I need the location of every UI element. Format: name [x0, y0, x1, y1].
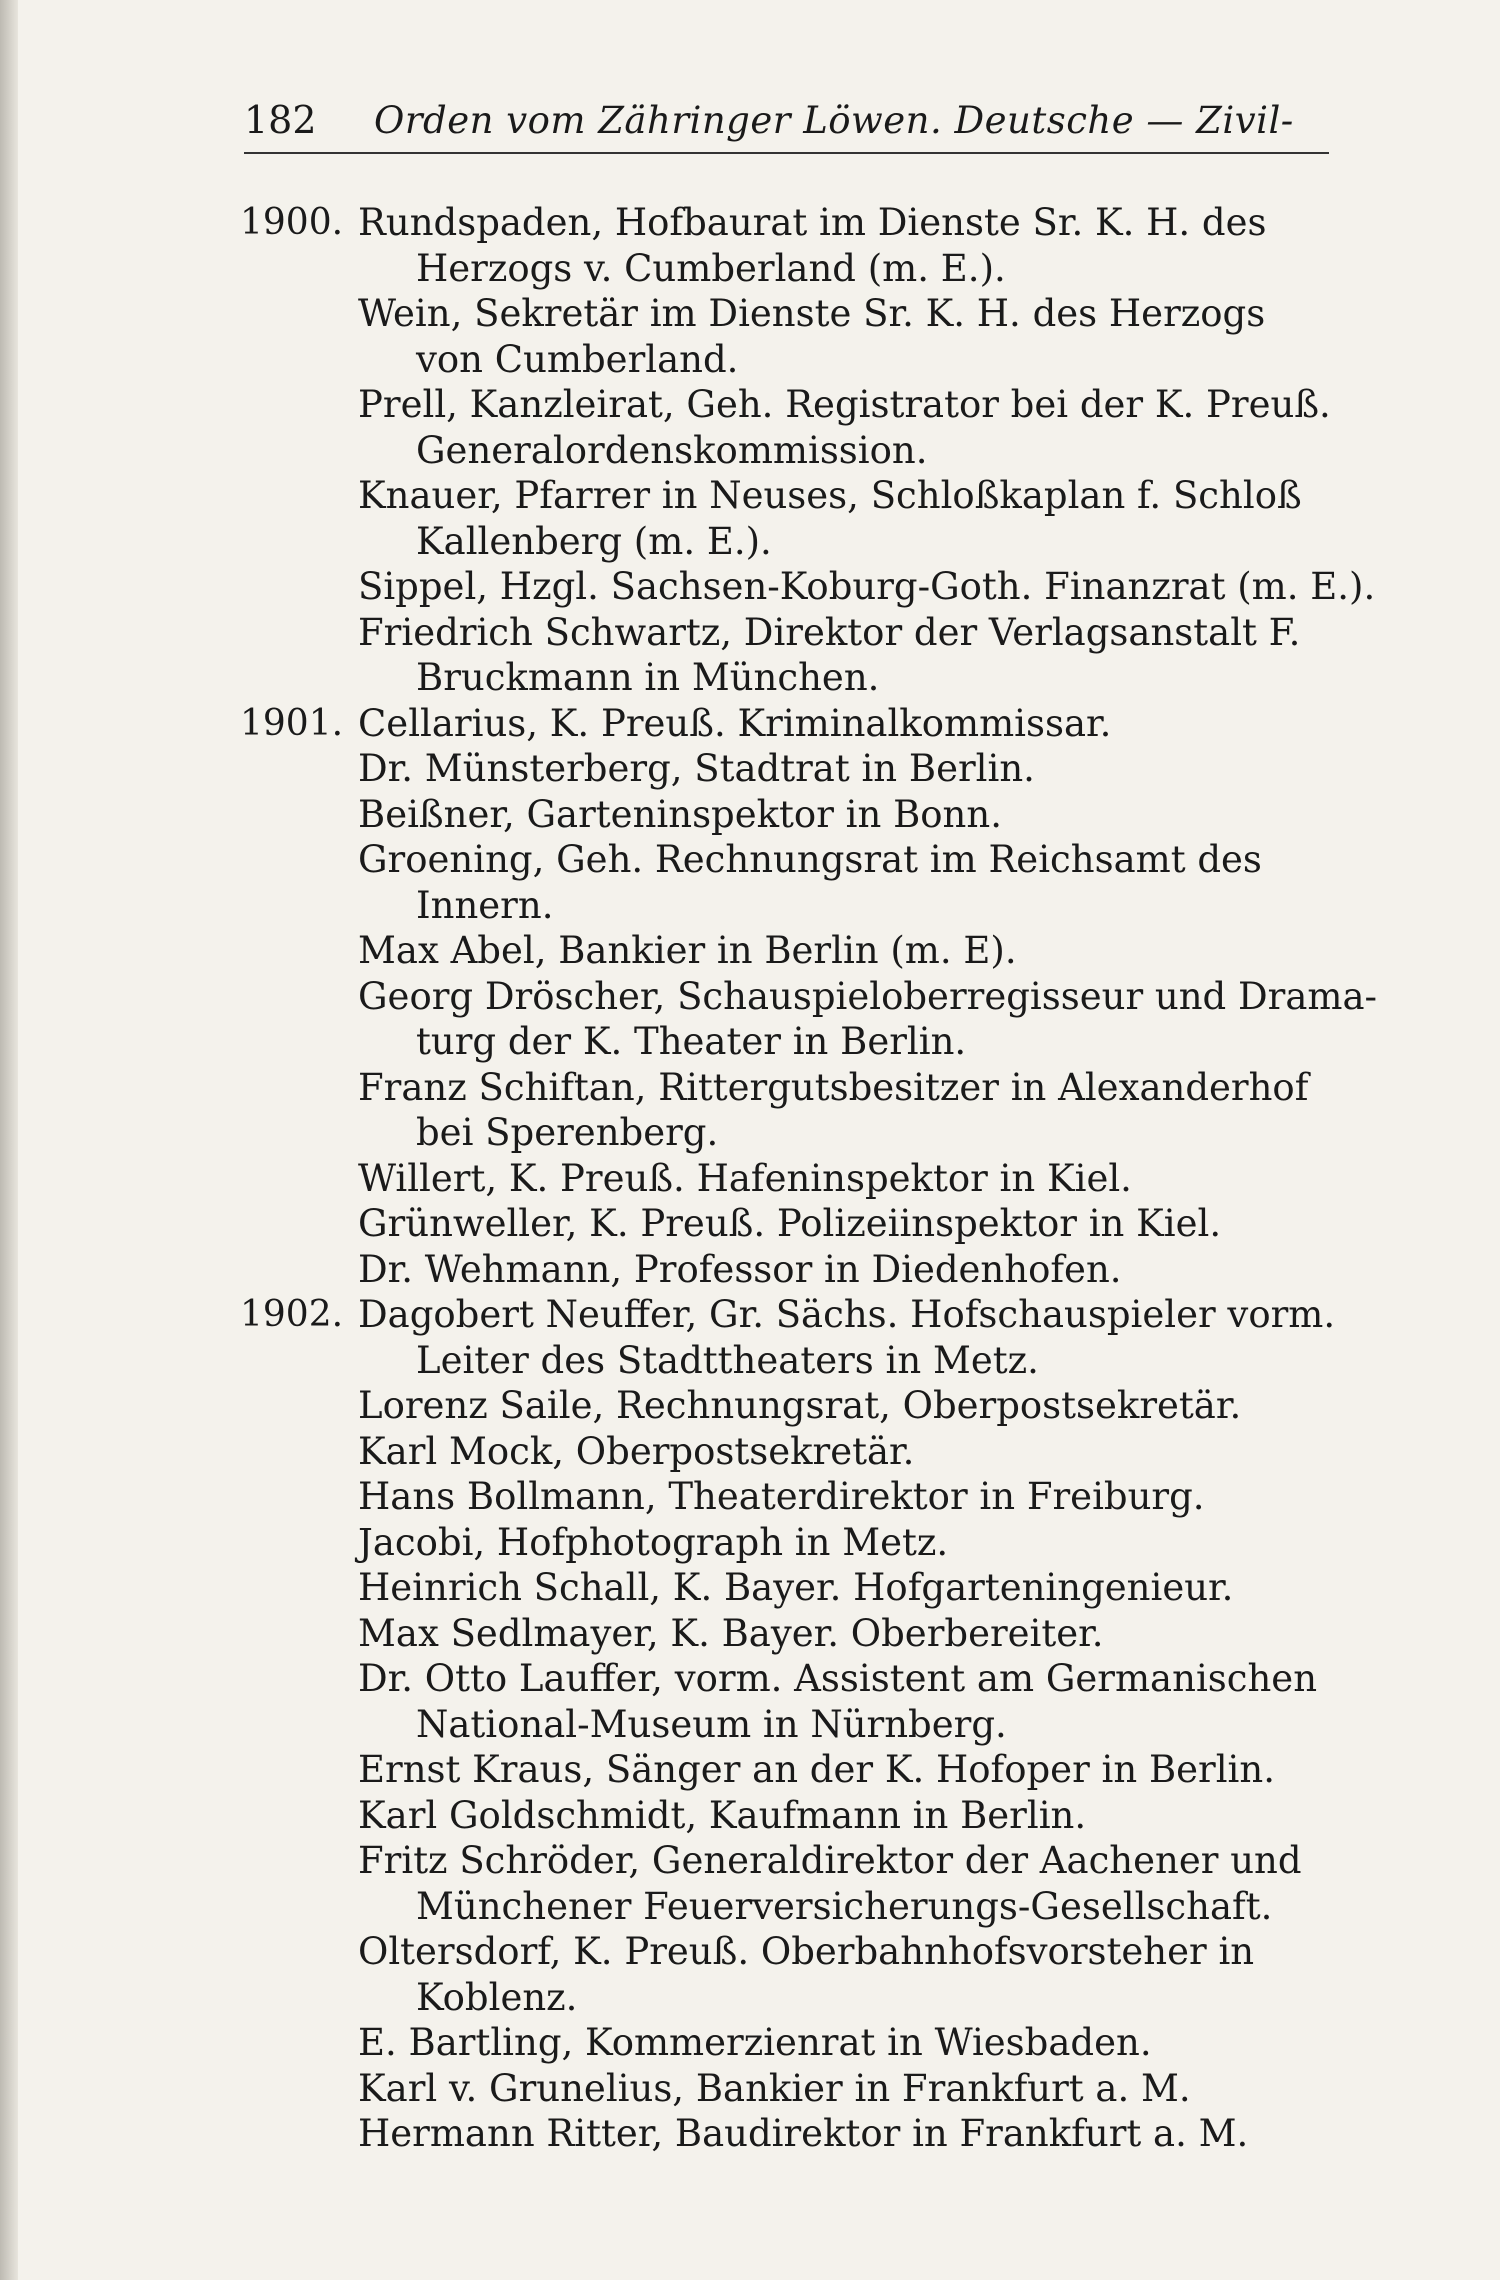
award-entry: [240, 1201, 1340, 1247]
award-entry: [240, 473, 1340, 564]
award-entry: [240, 1474, 1340, 1520]
entry-line: Franz Schiftan, Rittergutsbesitzer in Alexanderhof: [358, 1065, 1309, 1109]
entry-line: Oltersdorf, K. Preuß. Oberbahnhofsvorsteher in: [358, 1930, 1255, 1973]
header-rule: [244, 152, 1329, 154]
entry-line: Dr. Otto Lauffer, vorm. Assistent am Germanischen: [358, 1657, 1318, 1700]
award-entry: [240, 1656, 1340, 1747]
entry-line: Karl Mock, Oberpostsekretär.: [358, 1429, 915, 1473]
entry-line: Max Sedlmayer, K. Bayer. Oberbereiter.: [358, 1611, 1104, 1655]
entry-continuation-line: Kallenberg (m. E.).: [416, 519, 772, 563]
award-entry: [240, 291, 1340, 382]
award-entry: [240, 792, 1340, 838]
award-entry: [240, 746, 1340, 792]
entry-line: Heinrich Schall, K. Bayer. Hofgarteningenieur.: [358, 1566, 1234, 1609]
entry-continuation-line: Koblenz.: [416, 1975, 578, 2019]
entry-line: Knauer, Pfarrer in Neuses, Schloßkaplan f. Schloß: [358, 474, 1302, 517]
award-entry: [240, 564, 1376, 610]
entry-continuation-line: turg der K. Theater in Berlin.: [416, 1020, 967, 1063]
year-label: 1900.: [240, 202, 344, 243]
entry-continuation-line: Münchener Feuerversicherungs-Gesellschaft.: [416, 1884, 1273, 1928]
award-entry: [240, 701, 1340, 747]
award-entry: [240, 1156, 1340, 1202]
award-entry: [240, 1838, 1340, 1929]
entry-continuation-line: National-Museum in Nürnberg.: [416, 1702, 1007, 1746]
entry-continuation-line: Generalordenskommission.: [416, 428, 928, 472]
award-entry: [240, 2020, 1340, 2066]
entry-line: Prell, Kanzleirat, Geh. Registrator bei der K. Preuß.: [358, 383, 1331, 426]
entry-line: Lorenz Saile, Rechnungsrat, Oberpostsekretär.: [358, 1384, 1242, 1427]
entry-line: Wein, Sekretär im Dienste Sr. K. H. des Herzogs: [358, 292, 1266, 335]
award-entry: [240, 1611, 1340, 1657]
award-entry: [240, 1292, 1340, 1383]
award-entry: [240, 1065, 1340, 1156]
entry-line: Friedrich Schwartz, Direktor der Verlagsanstalt F.: [358, 610, 1301, 654]
entry-line: Beißner, Garteninspektor in Bonn.: [358, 792, 1002, 836]
entry-line: Karl Goldschmidt, Kaufmann in Berlin.: [358, 1793, 1087, 1837]
award-entry: [240, 610, 1340, 701]
entry-line: Grünweller, K. Preuß. Polizeiinspektor in Kiel.: [358, 1202, 1222, 1245]
entry-line: Karl v. Grunelius, Bankier in Frankfurt a. M.: [358, 2066, 1191, 2110]
page-header: [244, 98, 1329, 142]
entry-line: Dr. Wehmann, Professor in Diedenhofen.: [358, 1247, 1122, 1291]
entry-line: Willert, K. Preuß. Hafeninspektor in Kiel.: [358, 1156, 1132, 1200]
running-title: Orden vom Zähringer Löwen. Deutsche — Zivil-: [374, 99, 1294, 142]
entry-line: Ernst Kraus, Sänger an der K. Hofoper in Berlin.: [358, 1748, 1275, 1791]
page-binding-edge: [0, 0, 18, 2280]
entry-line: Hermann Ritter, Baudirektor in Frankfurt a. M.: [358, 2112, 1249, 2155]
entry-line: Rundspaden, Hofbaurat im Dienste Sr. K. H. des: [358, 201, 1267, 244]
entry-continuation-line: Bruckmann in München.: [416, 656, 880, 699]
award-entry: [240, 382, 1340, 473]
award-entry: [240, 837, 1340, 928]
entry-line: Max Abel, Bankier in Berlin (m. E).: [358, 929, 1017, 972]
entry-continuation-line: Leiter des Stadttheaters in Metz.: [416, 1338, 1039, 1382]
award-entry: [240, 1247, 1340, 1293]
entry-continuation-line: Herzogs v. Cumberland (m. E.).: [416, 246, 1006, 290]
award-entry: [240, 1383, 1340, 1429]
award-entry: [240, 1565, 1340, 1611]
award-entry: [240, 1793, 1340, 1839]
award-list: [240, 200, 1378, 2157]
entry-line: Sippel, Hzgl. Sachsen-Koburg-Goth. Finanzrat (m. E.).: [358, 565, 1376, 608]
award-entry: [240, 2066, 1340, 2112]
entry-line: Dagobert Neuffer, Gr. Sächs. Hofschauspieler vorm.: [358, 1293, 1336, 1336]
year-label: 1902.: [240, 1294, 344, 1335]
award-entry: [240, 928, 1340, 974]
entry-line: Fritz Schröder, Generaldirektor der Aachener und: [358, 1839, 1302, 1882]
entry-continuation-line: von Cumberland.: [416, 337, 739, 381]
entry-line: Jacobi, Hofphotograph in Metz.: [358, 1520, 949, 1564]
award-entry: [240, 200, 1340, 291]
award-entry: [240, 974, 1378, 1065]
entry-line: Hans Bollmann, Theaterdirektor in Freiburg.: [358, 1475, 1205, 1518]
entry-line: Dr. Münsterberg, Stadtrat in Berlin.: [358, 747, 1035, 790]
award-entry: [240, 1747, 1340, 1793]
award-entry: [240, 1429, 1340, 1475]
entry-line: Groening, Geh. Rechnungsrat im Reichsamt des: [358, 838, 1262, 881]
entry-continuation-line: Innern.: [416, 883, 554, 927]
award-entry: [240, 1520, 1340, 1566]
award-entry: [240, 2111, 1340, 2157]
page-number: 182: [244, 98, 317, 142]
entry-line: Cellarius, K. Preuß. Kriminalkommissar.: [358, 701, 1112, 745]
entry-line: E. Bartling, Kommerzienrat in Wiesbaden.: [358, 2021, 1152, 2064]
entry-line: Georg Dröscher, Schauspieloberregisseur und Drama-: [358, 974, 1378, 1018]
award-entry: [240, 1929, 1340, 2020]
entry-continuation-line: bei Sperenberg.: [416, 1111, 719, 1154]
year-label: 1901.: [240, 702, 344, 744]
